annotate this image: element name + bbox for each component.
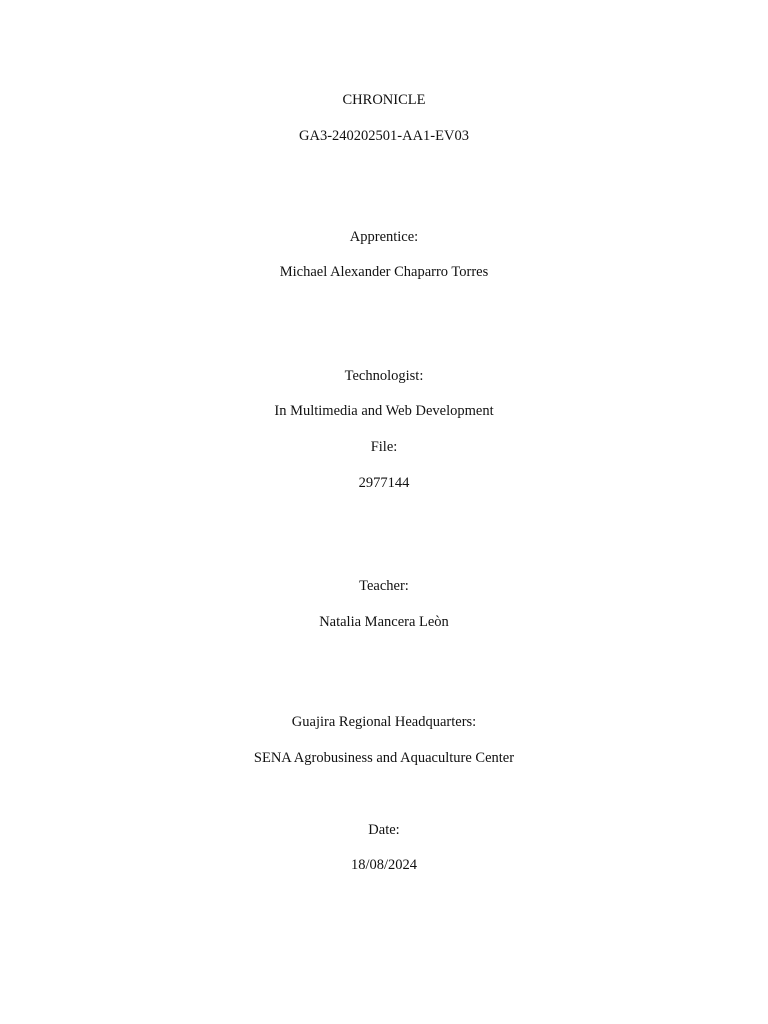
headquarters-label: Guajira Regional Headquarters: xyxy=(291,714,477,730)
center-name: SENA Agrobusiness and Aquaculture Center xyxy=(253,750,515,766)
activity-code: GA3-240202501-AA1-EV03 xyxy=(299,128,469,144)
document-title: CHRONICLE xyxy=(342,92,426,108)
file-label: File: xyxy=(370,439,398,455)
program-name: In Multimedia and Web Development xyxy=(274,403,494,419)
technologist-label: Technologist: xyxy=(344,368,424,384)
date-value: 18/08/2024 xyxy=(350,857,418,873)
file-number: 2977144 xyxy=(358,475,410,491)
apprentice-name: Michael Alexander Chaparro Torres xyxy=(279,264,489,280)
teacher-name: Natalia Mancera Leòn xyxy=(319,614,449,630)
apprentice-label: Apprentice: xyxy=(349,229,419,245)
date-label: Date: xyxy=(368,822,400,838)
teacher-label: Teacher: xyxy=(359,578,409,594)
